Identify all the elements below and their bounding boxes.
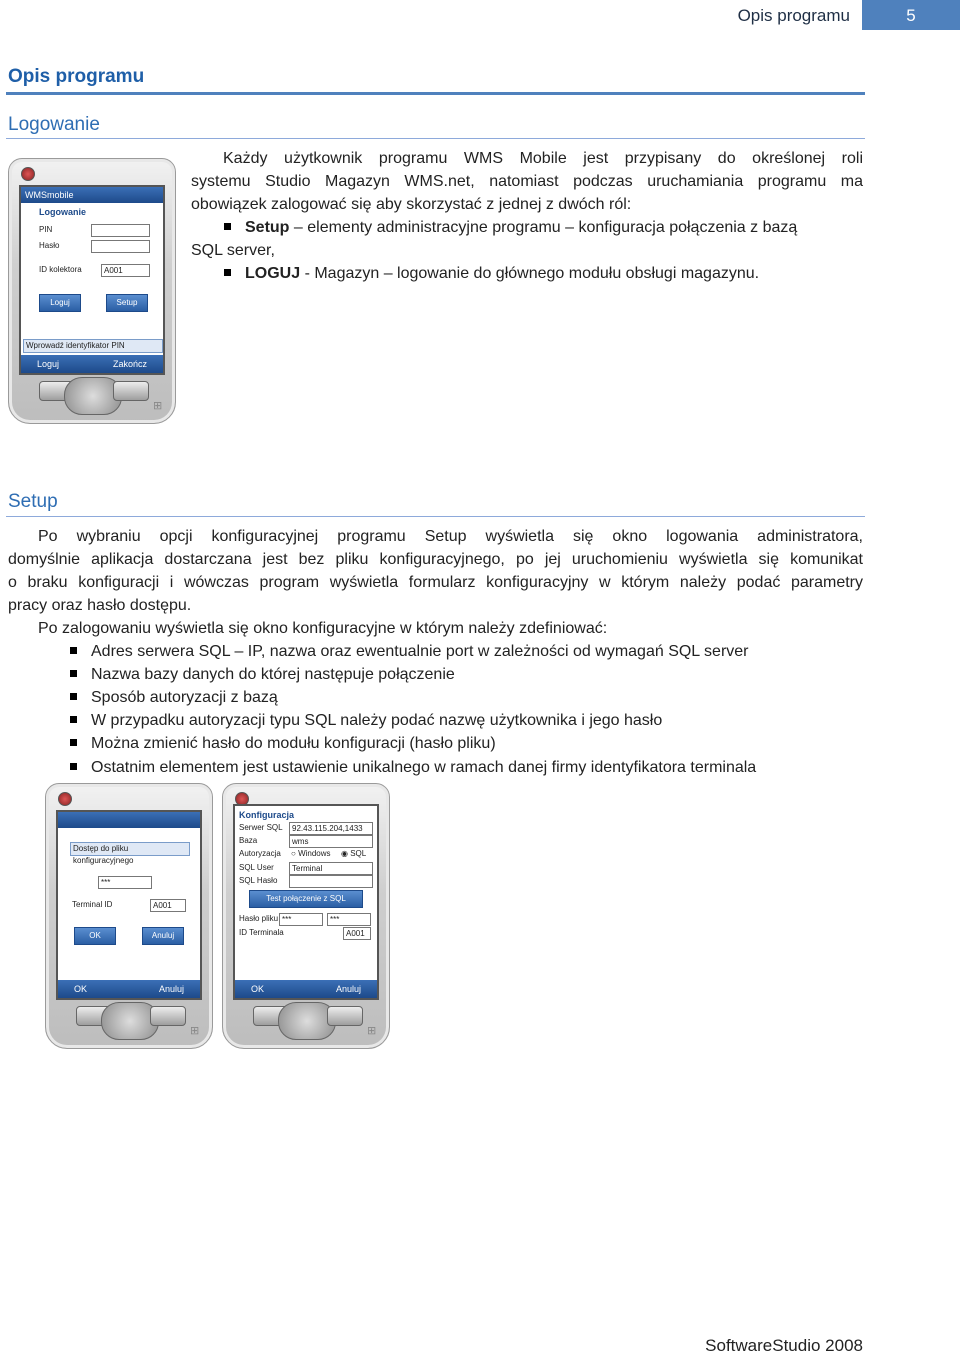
pin-input[interactable] [91,224,150,237]
softkey-left[interactable]: OK [251,984,265,994]
section-rule-login [6,138,865,139]
setup-para1-line1: Po wybraniu opcji konfiguracyjnej programu Setup wyświetla się okno logowania administratora, [38,528,863,545]
baza-input[interactable]: wms [289,835,373,848]
radio-windows-label: Windows [298,849,331,858]
bullet-square-icon [70,670,77,677]
bullet-loguj-bold: LOGUJ [245,265,301,282]
login-para-line2: systemu Studio Magazyn WMS.net, natomiast podczas uruchamiania programu ma [191,173,863,190]
login-bullet-loguj [224,262,759,285]
hw-button-right[interactable] [113,381,149,401]
setup-bullet-6 [70,756,756,779]
terminal-id-input[interactable]: A001 [150,899,186,912]
login-para-line1: Każdy użytkownik programu WMS Mobile jest przypisany do określonej roli [223,150,863,167]
heading-rule [6,92,865,95]
bullet-square-icon [70,763,77,770]
setup-bullet-5-text: Można zmienić hasło do modułu konfiguracji (hasło pliku) [91,735,496,752]
password-input[interactable]: *** [98,876,152,889]
bullet-loguj-text: - Magazyn – logowanie do głównego modułu obsługi magazynu. [300,265,760,282]
server-sql-input[interactable]: 92.43.115.204,1433 [289,822,373,835]
bullet-square-icon [70,693,77,700]
radio-sql-label: SQL [350,849,367,858]
setup-bullet-4-text: W przypadku autoryzacji typu SQL należy podać nazwę użytkownika i jego hasło [91,712,663,729]
softkey-bar [58,980,200,998]
form-title: Logowanie [39,207,86,217]
sql-haslo-label: SQL Hasło [239,876,278,885]
windows-logo-icon: ⊞ [367,1025,377,1037]
page-number: 5 [862,0,960,30]
setup-bullet-2 [70,663,455,686]
loguj-button[interactable]: Loguj [39,294,81,312]
haslo-pliku-input-2[interactable]: *** [327,913,371,926]
setup-bullet-4 [70,709,662,732]
setup-bullet-5 [70,732,496,755]
hw-button-right[interactable] [327,1006,363,1026]
softkey-right[interactable]: Anuluj [335,984,361,994]
pda-screen-config-access [56,810,202,1000]
sql-user-label: SQL User [239,863,274,872]
setup-bullet-3 [70,686,278,709]
id-kolektora-input[interactable]: A001 [101,264,150,277]
haslo-pliku-input-1[interactable]: *** [279,913,323,926]
terminal-id-label: Terminal ID [72,900,113,909]
haslo-pliku-label: Hasło pliku [239,914,279,923]
bullet-square-icon [70,647,77,654]
setup-para1-line2: domyślnie aplikacja dostarczana jest bez pliku konfiguracyjnego, po jej uruchomieniu wyświetla się komunikat [8,551,863,568]
pda-device-configuration [222,783,390,1049]
status-text: Wprowadź identyfikator PIN [23,339,163,353]
login-bullet-setup [224,216,797,239]
haslo-label: Hasło [39,241,60,250]
windows-logo-icon: ⊞ [190,1025,200,1037]
radio-windows[interactable]: ○ Windows [291,849,331,858]
autoryzacja-label: Autoryzacja [239,849,281,858]
bullet-square-icon [224,223,231,230]
login-para-line3: obowiązek zalogować się aby skorzystać z jednej z dwóch ról: [191,196,632,213]
server-sql-label: Serwer SQL [239,823,283,832]
pda-device-login [8,158,176,424]
radio-sql[interactable]: ◉ SQL [341,849,367,858]
setup-bullet-1 [70,640,749,663]
setup-button[interactable]: Setup [106,294,148,312]
id-kolektora-label: ID kolektora [39,265,82,274]
bullet-square-icon [70,716,77,723]
setup-bullet-2-text: Nazwa bazy danych do której następuje połączenie [91,666,455,683]
baza-label: Baza [239,836,258,845]
camera-icon [58,792,72,806]
softkey-left[interactable]: Loguj [37,359,60,369]
bullet-setup-text: – elementy administracyjne programu – konfiguracja połączenia z bazą [289,219,798,236]
id-terminala-label: ID Terminala [239,928,284,937]
section-heading-setup: Setup [8,491,58,512]
test-connection-button[interactable]: Test połączenie z SQL [249,890,363,908]
setup-para1-line3: o braku konfiguracji i wówczas program wyświetla formularz konfiguracyjny w którym należy podać parametry [8,574,863,591]
pda-screen-login [19,185,165,375]
setup-para2: Po zalogowaniu wyświetla się okno konfiguracyjne w którym należy zdefiniować: [38,620,608,637]
setup-bullet-1-text: Adres serwera SQL – IP, nazwa oraz ewentualnie port w zależności od wymagań SQL server [91,643,749,660]
title-bar [58,812,200,828]
section-heading-login: Logowanie [8,114,100,135]
softkey-right[interactable]: Anuluj [158,984,184,994]
windows-logo-icon: ⊞ [153,400,163,412]
bullet-setup-bold: Setup [245,219,290,236]
form-title: Konfiguracja [239,810,295,820]
form-title: Dostęp do pliku konfiguracyjnego [70,842,190,856]
softkey-right[interactable]: Zakończ [112,359,147,369]
setup-bullet-6-text: Ostatnim elementem jest ustawienie unikalnego w ramach danej firmy identyfikatora terminala [91,759,757,776]
haslo-input[interactable] [91,240,150,253]
running-header-title: Opis programu [737,6,850,25]
bullet-square-icon [224,269,231,276]
sql-haslo-input[interactable] [289,875,373,888]
setup-para1-line4: pracy oraz hasło dostępu. [8,597,192,614]
footer-text: SoftwareStudio 2008 [705,1336,863,1355]
ok-button[interactable]: OK [74,927,116,945]
main-heading: Opis programu [8,66,145,87]
title-bar: WMSmobile [21,187,163,203]
camera-icon [21,167,35,181]
softkey-bar [235,980,377,998]
anuluj-button[interactable]: Anuluj [142,927,184,945]
setup-bullet-3-text: Sposób autoryzacji z bazą [91,689,278,706]
pda-screen-configuration [233,804,379,1000]
id-terminala-input[interactable]: A001 [343,927,371,940]
login-bullet-setup-cont: SQL server, [191,242,275,259]
bullet-square-icon [70,739,77,746]
hw-button-right[interactable] [150,1006,186,1026]
softkey-left[interactable]: OK [74,984,88,994]
section-rule-setup [6,516,865,517]
pin-label: PIN [39,225,53,234]
softkey-bar [21,355,163,373]
sql-user-input[interactable]: Terminal [289,862,373,875]
pda-device-config-access [45,783,213,1049]
